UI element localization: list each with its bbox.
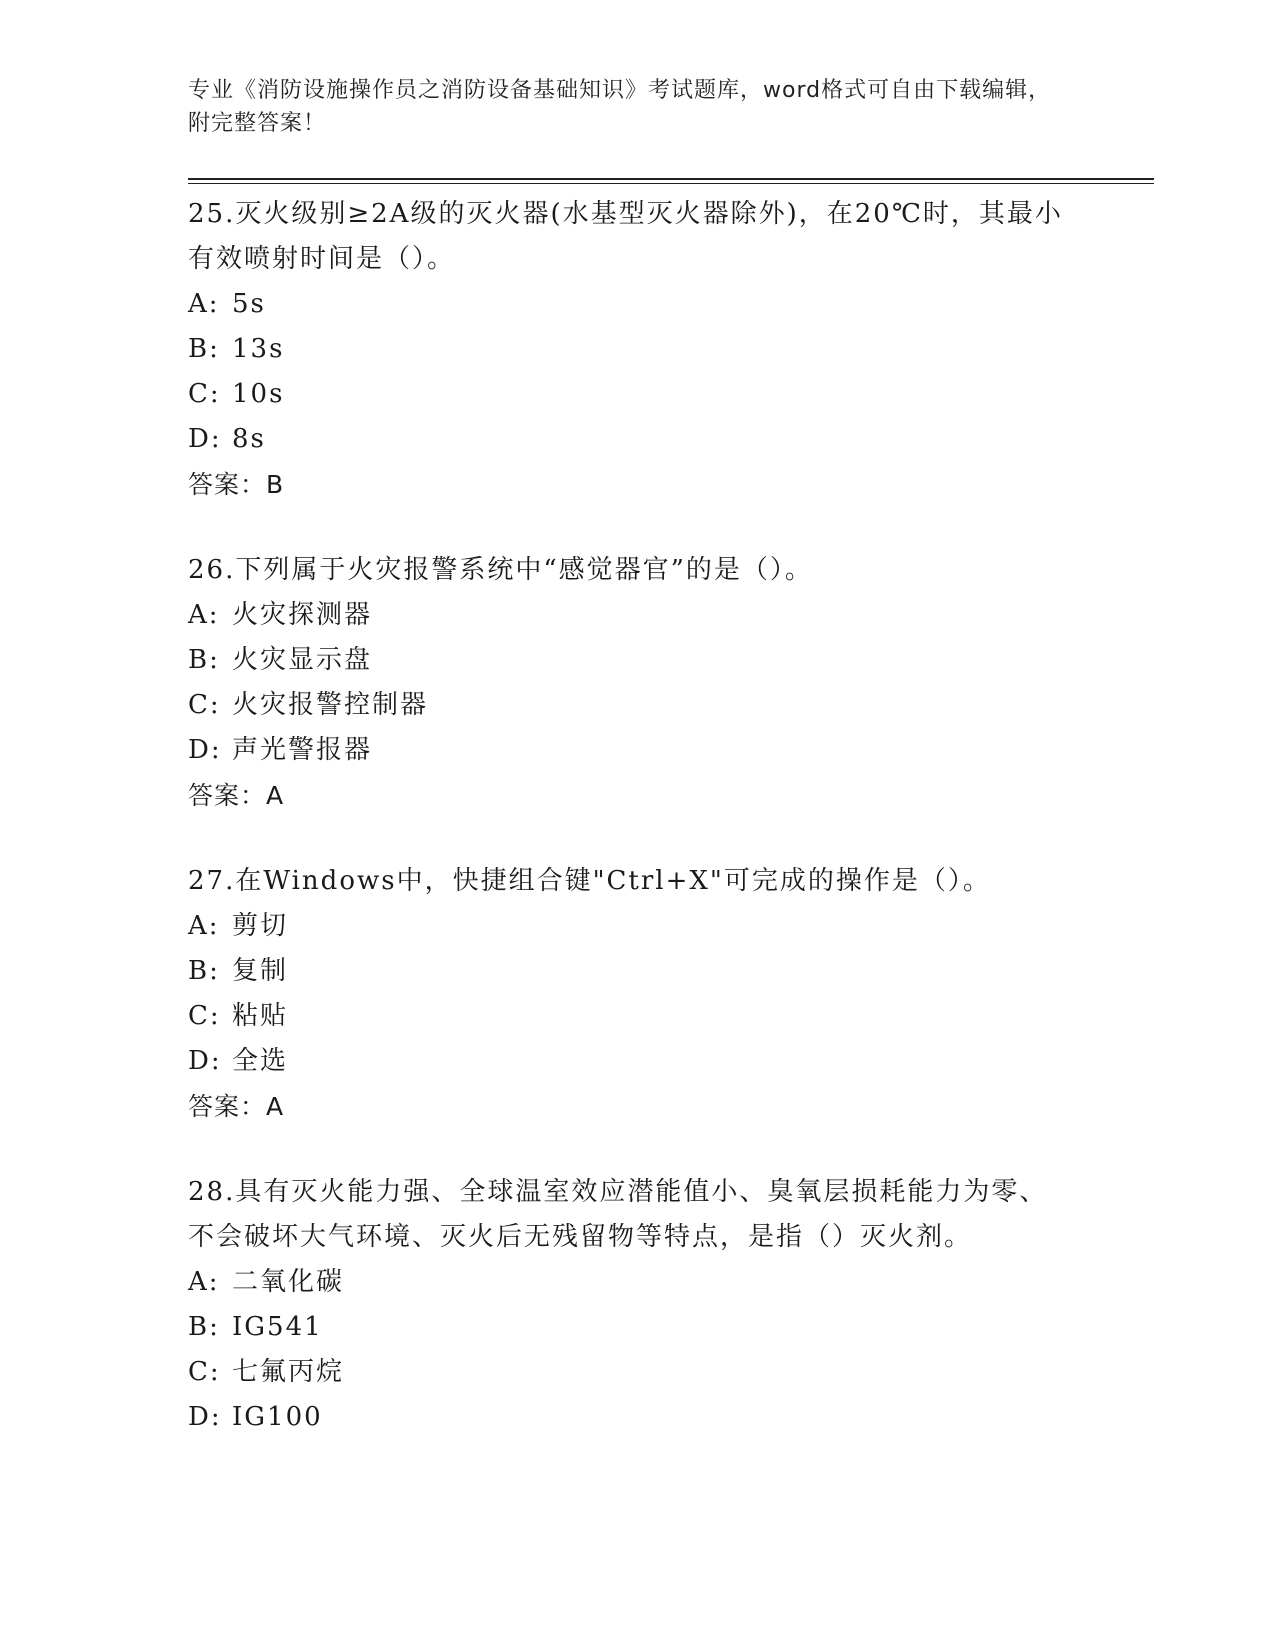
- header-divider-thin: [188, 183, 1154, 184]
- question-text: 25.灭火级别≥2A级的灭火器(水基型灭火器除外)，在20℃时，其最小有效喷射时间是（）。: [188, 199, 1063, 274]
- option-d: [188, 417, 1068, 462]
- option-letter: B:: [188, 334, 220, 364]
- answer-line: 答案：A: [188, 1092, 285, 1121]
- document-header: 专业《消防设施操作员之消防设备基础知识》考试题库，word格式可自由下载编辑，附完整答案！: [188, 78, 1052, 136]
- question-text: 27.在Windows中，快捷组合键"Ctrl+X"可完成的操作是（）。: [188, 866, 991, 896]
- option-text: 二氧化碳: [232, 1267, 345, 1297]
- option-a: [188, 593, 1068, 638]
- option-letter: C:: [188, 1357, 221, 1387]
- option-d: [188, 728, 1068, 773]
- option-c: [188, 683, 1068, 728]
- option-letter: B:: [188, 1312, 220, 1342]
- answer-line: 答案：B: [188, 470, 285, 499]
- option-d: [188, 1039, 1068, 1084]
- option-text: IG100: [232, 1402, 323, 1432]
- option-letter: A:: [188, 289, 220, 319]
- option-letter: D:: [188, 735, 222, 765]
- option-text: 13s: [232, 334, 285, 364]
- option-text: 全选: [232, 1046, 289, 1076]
- question-26: [188, 548, 1068, 818]
- option-text: 剪切: [232, 911, 289, 941]
- option-b: [188, 638, 1068, 683]
- option-text: 声光警报器: [232, 735, 373, 765]
- option-text: 5s: [232, 289, 266, 319]
- option-a: [188, 282, 1068, 327]
- question-25: [188, 192, 1068, 507]
- option-letter: A:: [188, 600, 220, 630]
- option-a: [188, 1260, 1068, 1305]
- option-letter: D:: [188, 1402, 222, 1432]
- option-c: [188, 372, 1068, 417]
- option-letter: C:: [188, 1001, 221, 1031]
- option-letter: B:: [188, 645, 220, 675]
- option-text: 火灾显示盘: [232, 645, 373, 675]
- question-28: [188, 1170, 1068, 1440]
- option-b: [188, 327, 1068, 372]
- option-text: 七氟丙烷: [232, 1357, 345, 1387]
- option-text: 8s: [232, 424, 266, 454]
- option-letter: C:: [188, 690, 221, 720]
- option-letter: A:: [188, 911, 220, 941]
- option-text: 火灾探测器: [232, 600, 373, 630]
- option-letter: D:: [188, 1046, 222, 1076]
- option-b: [188, 1305, 1068, 1350]
- option-text: 粘贴: [232, 1001, 289, 1031]
- question-list: [188, 192, 1068, 1481]
- option-text: IG541: [232, 1312, 323, 1342]
- option-d: [188, 1395, 1068, 1440]
- option-letter: A:: [188, 1267, 220, 1297]
- option-c: [188, 1350, 1068, 1395]
- option-text: 复制: [232, 956, 289, 986]
- option-text: 10s: [232, 379, 285, 409]
- question-text: 28.具有灭火能力强、全球温室效应潜能值小、臭氧层损耗能力为零、不会破坏大气环境、灭火后无残留物等特点，是指（）灭火剂。: [188, 1177, 1048, 1252]
- option-letter: B:: [188, 956, 220, 986]
- option-text: 火灾报警控制器: [232, 690, 429, 720]
- option-letter: C:: [188, 379, 221, 409]
- question-27: [188, 859, 1068, 1129]
- option-letter: D:: [188, 424, 222, 454]
- header-divider: [188, 178, 1154, 180]
- question-text: 26.下列属于火灾报警系统中“感觉器官”的是（）。: [188, 555, 813, 585]
- option-c: [188, 994, 1068, 1039]
- answer-line: 答案：A: [188, 781, 285, 810]
- option-b: [188, 949, 1068, 994]
- option-a: [188, 904, 1068, 949]
